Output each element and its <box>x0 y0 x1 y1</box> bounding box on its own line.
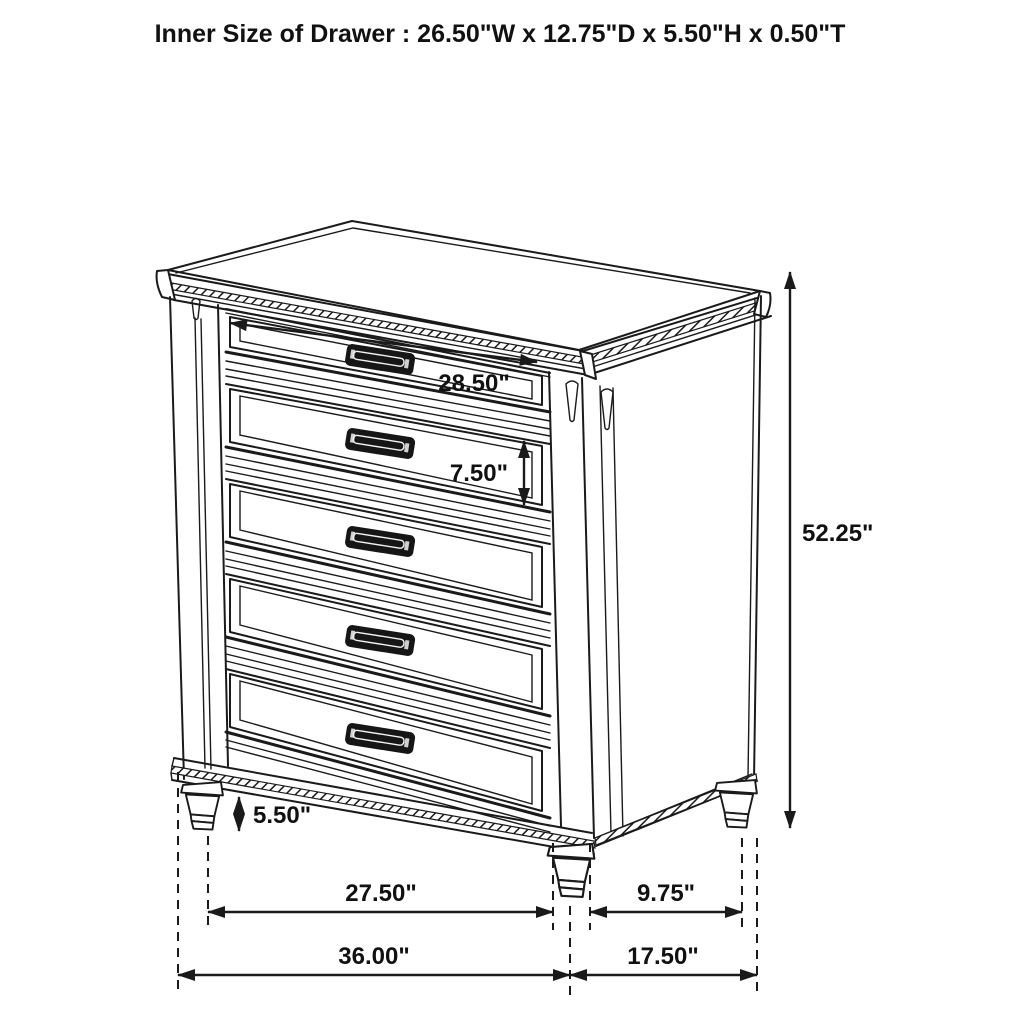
dim-overall-depth <box>570 943 757 975</box>
chest-drawing <box>157 221 771 897</box>
dimension-label: 9.75" <box>636 880 696 907</box>
dim-side-leg-span <box>590 880 742 912</box>
dimension-label: 5.50" <box>253 802 312 829</box>
dimension-label: 52.25" <box>802 520 874 547</box>
front-right-leg <box>548 844 595 897</box>
back-right-leg <box>715 780 757 828</box>
dim-front-leg-span <box>208 880 553 912</box>
left-stile-chamfer-detail <box>192 299 200 320</box>
dimension-label: 7.50" <box>449 460 508 487</box>
dimension-label: 27.50" <box>345 880 417 907</box>
dimension-label: 36.00" <box>338 943 410 970</box>
dim-overall-height <box>790 272 873 828</box>
cornice-right-cap <box>754 291 771 317</box>
right-stile <box>549 372 594 838</box>
side-panel <box>595 296 761 846</box>
dim-leg-height <box>239 797 311 831</box>
left-stile <box>170 297 228 779</box>
dim-overall-width <box>178 943 570 975</box>
right-stile-chamfer-detail <box>566 381 578 422</box>
front-left-leg <box>181 782 223 830</box>
dimension-label: 28.50" <box>438 370 510 397</box>
diagram-title: Inner Size of Drawer : 26.50"W x 12.75"D x 5.50"H x 0.50"T <box>154 20 846 48</box>
side-panel-chamfer-detail <box>601 389 613 430</box>
dimension-label: 17.50" <box>627 943 699 970</box>
